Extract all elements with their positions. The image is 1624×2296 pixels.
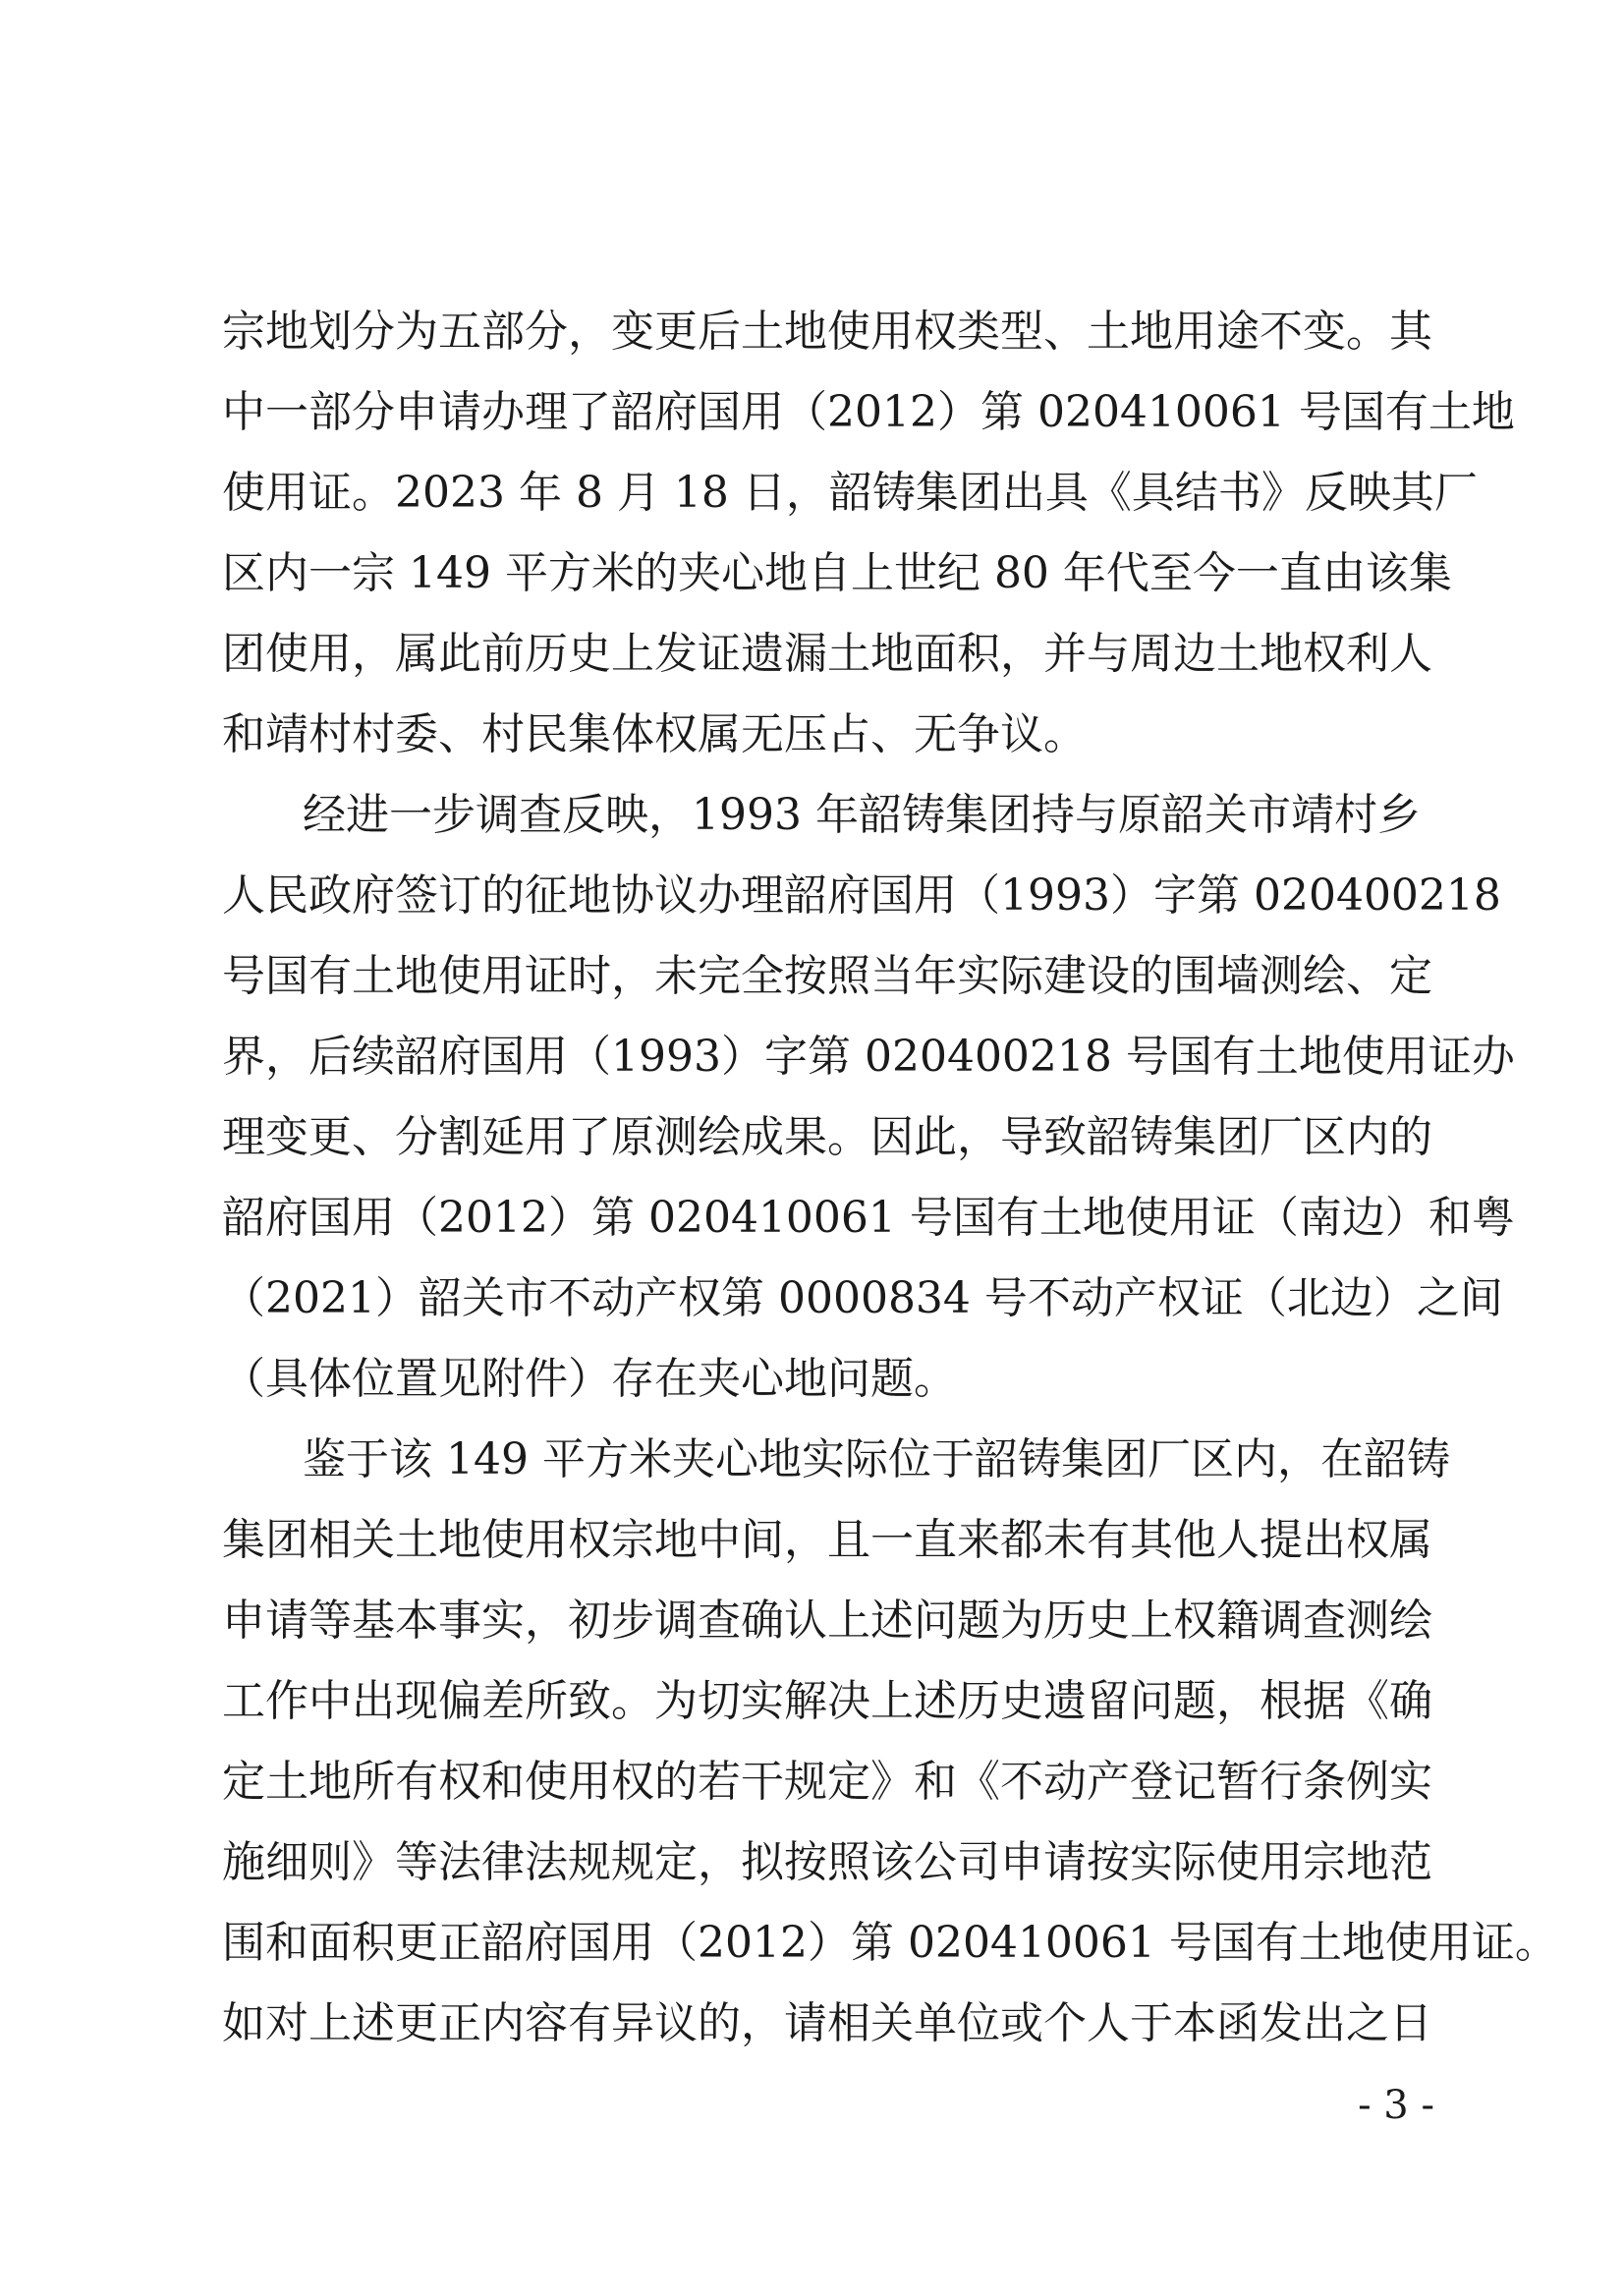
text-line: 韶府国用（2012）第 020410061 号国有土地使用证（南边）和粤 xyxy=(222,1193,1515,1243)
text-line: 工作中出现偏差所致。为切实解决上述历史遗留问题，根据《确 xyxy=(222,1676,1432,1726)
text-line: 宗地划分为五部分，变更后土地使用权类型、土地用途不变。其 xyxy=(222,307,1432,357)
text-line: 使用证。2023 年 8 月 18 日，韶铸集团出具《具结书》反映其厂 xyxy=(222,468,1478,518)
text-line: 和靖村村委、村民集体权属无压占、无争议。 xyxy=(222,709,1087,759)
text-line: 定土地所有权和使用权的若干规定》和《不动产登记暂行条例实 xyxy=(222,1757,1432,1807)
text-line: 集团相关土地使用权宗地中间，且一直来都未有其他人提出权属 xyxy=(222,1515,1432,1565)
text-line: （具体位置见附件）存在夹心地问题。 xyxy=(222,1354,957,1404)
page-number: - 3 - xyxy=(1358,2083,1434,2128)
text-line: 围和面积更正韶府国用（2012）第 020410061 号国有土地使用证。 xyxy=(222,1918,1558,1968)
text-line: （2021）韶关市不动产权第 0000834 号不动产权证（北边）之间 xyxy=(222,1273,1503,1323)
text-line: 中一部分申请办理了韶府国用（2012）第 020410061 号国有土地 xyxy=(222,387,1515,437)
text-line: 号国有土地使用证时，未完全按照当年实际建设的围墙测绘、定 xyxy=(222,951,1432,1001)
text-line: 区内一宗 149 平方米的夹心地自上世纪 80 年代至今一直由该集 xyxy=(222,548,1452,598)
text-line: 鉴于该 149 平方米夹心地实际位于韶铸集团厂区内，在韶铸 xyxy=(303,1434,1450,1484)
text-line: 团使用，属此前历史上发证遗漏土地面积，并与周边土地权利人 xyxy=(222,629,1432,679)
text-line: 经进一步调查反映，1993 年韶铸集团持与原韶关市靖村乡 xyxy=(303,790,1421,840)
text-line: 理变更、分割延用了原测绘成果。因此，导致韶铸集团厂区内的 xyxy=(222,1112,1432,1162)
text-line: 施细则》等法律法规规定，拟按照该公司申请按实际使用宗地范 xyxy=(222,1837,1432,1887)
text-line: 申请等基本事实，初步调查确认上述问题为历史上权籍调查测绘 xyxy=(222,1596,1432,1646)
text-line: 界，后续韶府国用（1993）字第 020400218 号国有土地使用证办 xyxy=(222,1032,1515,1082)
text-line: 人民政府签订的征地协议办理韶府国用（1993）字第 020400218 xyxy=(222,870,1501,921)
text-line: 如对上述更正内容有异议的，请相关单位或个人于本函发出之日 xyxy=(222,1998,1432,2048)
